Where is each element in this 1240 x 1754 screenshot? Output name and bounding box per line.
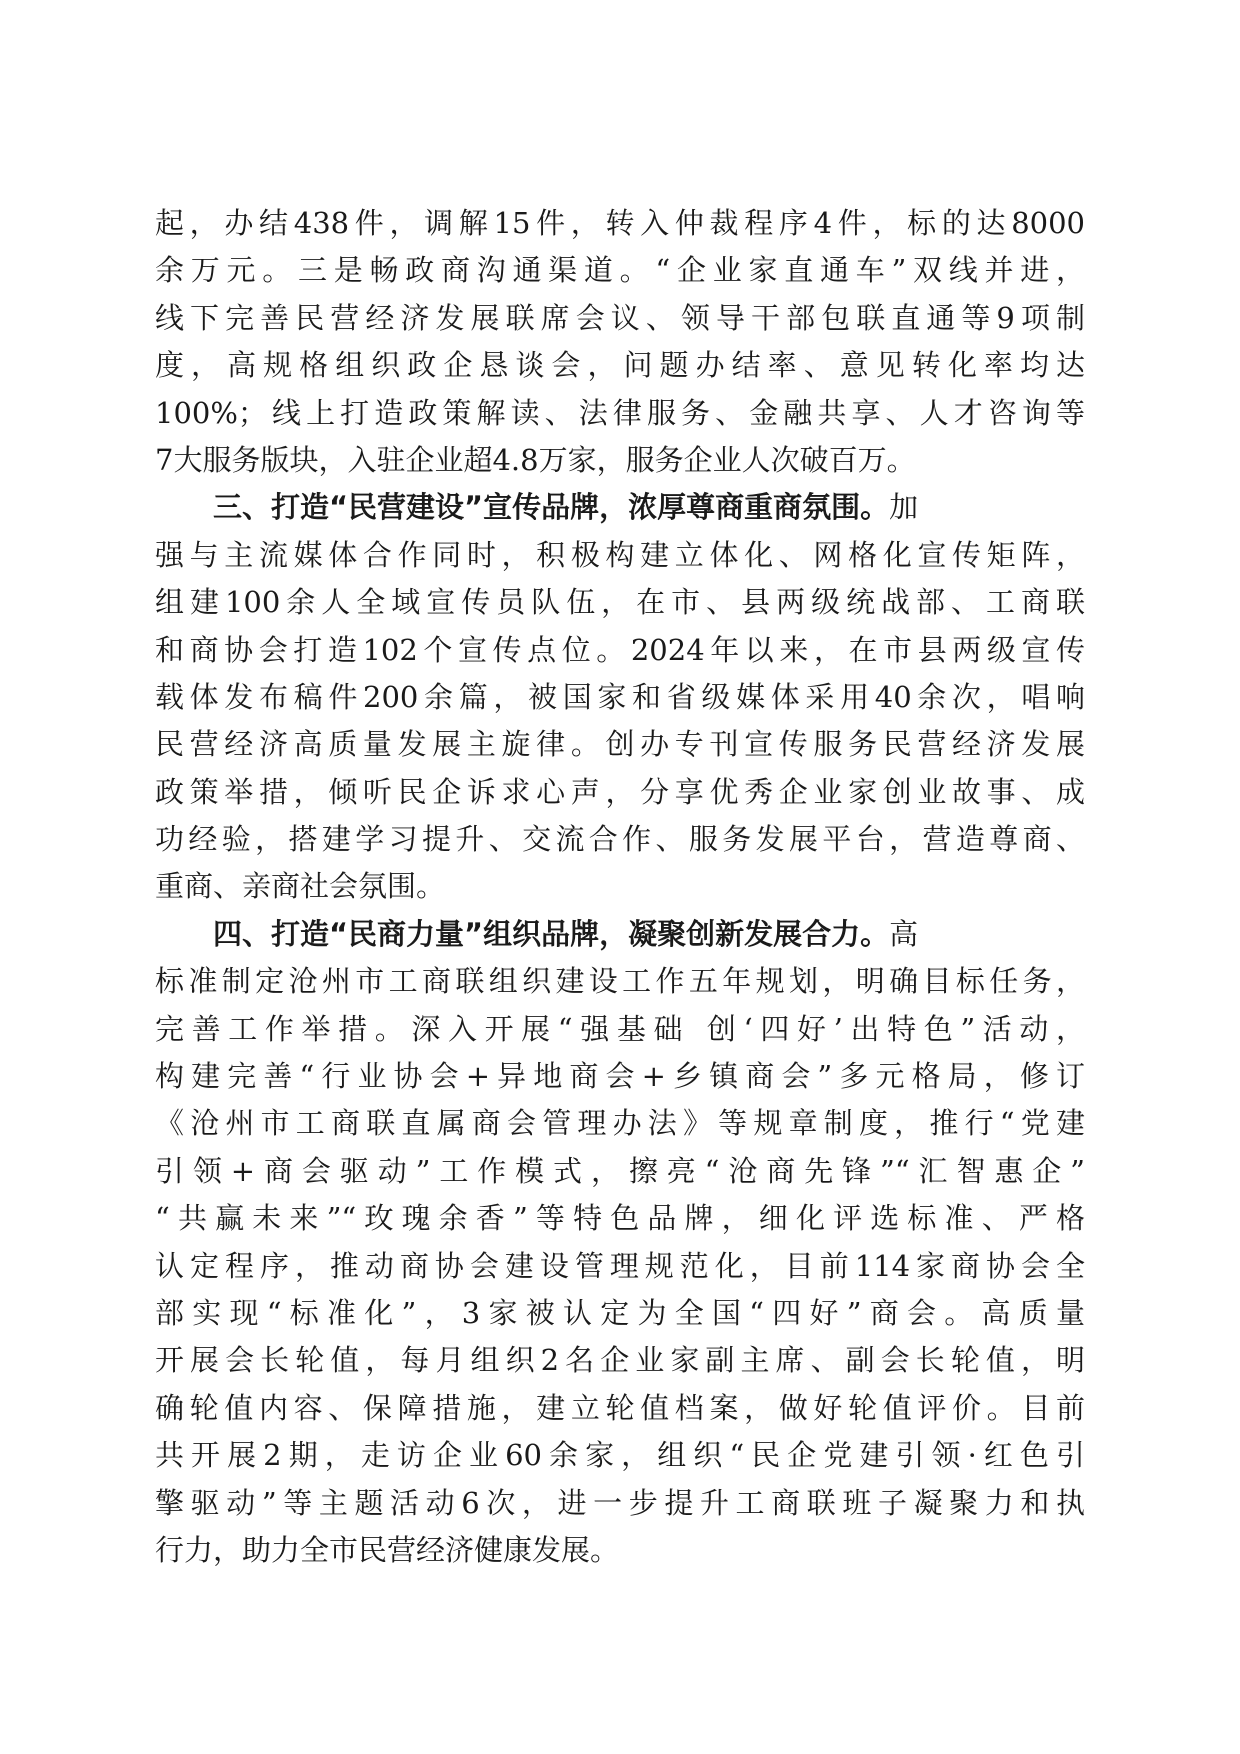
text-line: 完善工作举措。深入开展“强基础 创‘四好’出特色”活动， (155, 1011, 1085, 1046)
text-line: 行力，助力全市民营经济健康发展。 (155, 1532, 620, 1567)
text-line: 功经验，搭建学习提升、交流合作、服务发展平台，营造尊商、 (155, 822, 1085, 857)
text-line: 部实现“标准化”，3家被认定为全国“四好”商会。高质量 (155, 1295, 1085, 1330)
text-line: 和商协会打造102个宣传点位。2024年以来，在市县两级宣传 (155, 632, 1085, 667)
text-line: 标准制定沧州市工商联组织建设工作五年规划，明确目标任务， (155, 964, 1085, 999)
text-line: “共赢未来”“玫瑰余香”等特色品牌，细化评选标准、严格 (155, 1201, 1085, 1236)
text-line: 度，高规格组织政企恳谈会，问题办结率、意见转化率均达 (155, 348, 1085, 383)
text-line: 构建完善“行业协会+异地商会+乡镇商会”多元格局，修订 (155, 1059, 1085, 1094)
section-4-heading: 四、打造“民商力量”组织品牌，凝聚创新发展合力。 (213, 916, 890, 951)
section-4-first-line (155, 911, 1085, 958)
document-body (155, 200, 1085, 1574)
text-line: 组建100余人全域宣传员队伍，在市、县两级统战部、工商联 (155, 585, 1085, 620)
text-line: 引领+商会驱动”工作模式，擦亮“沧商先锋”“汇智惠企” (155, 1153, 1085, 1188)
text-line: 起，办结438件，调解15件，转入仲裁程序4件，标的达8000 (155, 206, 1085, 240)
text-line: 100%；线上打造政策解读、法律服务、金融共享、人才咨询等 (155, 395, 1085, 430)
text-line: 共开展2期，走访企业60余家，组织“民企党建引领·红色引 (155, 1438, 1085, 1473)
text-line: 开展会长轮值，每月组织2名企业家副主席、副会长轮值，明 (155, 1343, 1085, 1378)
section-4-heading-continuation: 高 (889, 916, 919, 951)
text-line: 强与主流媒体合作同时，积极构建立体化、网格化宣传矩阵， (155, 537, 1085, 572)
text-line: 载体发布稿件200余篇，被国家和省级媒体采用40余次，唱响 (155, 679, 1085, 714)
section-3-heading: 三、打造“民营建设”宣传品牌，浓厚尊商重商氛围。 (213, 490, 890, 525)
text-line: 余万元。三是畅政商沟通渠道。“企业家直通车”双线并进， (155, 253, 1085, 288)
section-3-first-line (155, 484, 1085, 531)
text-line: 《沧州市工商联直属商会管理办法》等规章制度，推行“党建 (155, 1106, 1085, 1141)
text-line: 认定程序，推动商协会建设管理规范化，目前114家商协会全 (155, 1248, 1085, 1283)
text-line: 政策举措，倾听民企诉求心声，分享优秀企业家创业故事、成 (155, 774, 1085, 809)
text-line: 擎驱动”等主题活动6次，进一步提升工商联班子凝聚力和执 (155, 1485, 1085, 1520)
section-3-heading-continuation: 加 (889, 490, 919, 525)
text-line: 重商、亲商社会氛围。 (155, 869, 446, 904)
text-line: 确轮值内容、保障措施，建立轮值档案，做好轮值评价。目前 (155, 1390, 1085, 1425)
text-line: 民营经济高质量发展主旋律。创办专刊宣传服务民营经济发展 (155, 727, 1085, 762)
text-line: 线下完善民营经济发展联席会议、领导干部包联直通等9项制 (155, 300, 1085, 335)
text-line: 7大服务版块，入驻企业超4.8万家，服务企业人次破百万。 (155, 442, 916, 477)
